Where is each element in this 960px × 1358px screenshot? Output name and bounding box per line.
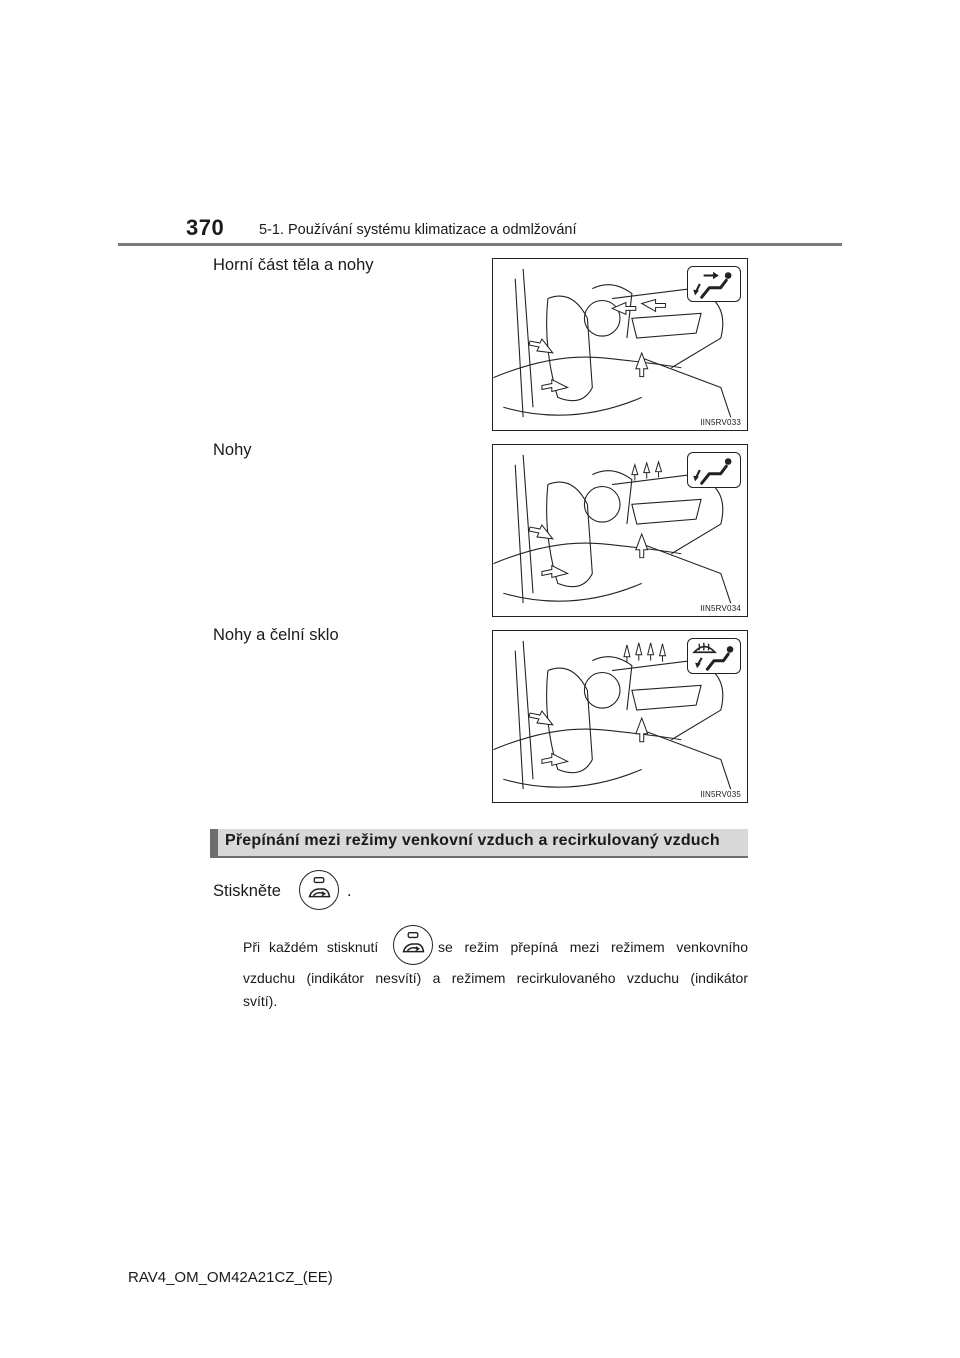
- figure-code: IIN5RV033: [700, 418, 741, 427]
- note-text-after: se režim přepíná mezi režimem venkovního: [438, 939, 748, 955]
- figure-feet: [492, 444, 748, 617]
- recirculation-button-icon: [394, 926, 432, 964]
- page-number: 370: [186, 215, 225, 240]
- figure-feet-windshield: [492, 630, 748, 803]
- section-banner-underline: [210, 856, 748, 858]
- recirculation-button-inline: [393, 925, 433, 965]
- face-feet-airflow-icon: [687, 266, 741, 302]
- figure-code: IIN5RV035: [700, 790, 741, 799]
- header-divider: [118, 243, 842, 246]
- feet-airflow-icon: [687, 452, 741, 488]
- section-banner-accent: [210, 829, 218, 856]
- mode-label-feet-windshield: Nohy a čelní sklo: [213, 626, 339, 644]
- recirculation-button-icon: [300, 871, 338, 909]
- note-line-2: vzduchu (indikátor nesvítí) a režimem recirkulovaného vzduchu (indikátor: [243, 970, 748, 986]
- feet-windshield-airflow-icon: [687, 638, 741, 674]
- recirculation-button[interactable]: [299, 870, 339, 910]
- note-line-3: svítí).: [243, 993, 278, 1009]
- document-code: RAV4_OM_OM42A21CZ_(EE): [128, 1269, 333, 1286]
- figure-code: IIN5RV034: [700, 604, 741, 613]
- figure-upper-body-feet: [492, 258, 748, 431]
- note-text-before: Při každém stisknutí: [243, 939, 379, 955]
- section-heading: Přepínání mezi režimy venkovní vzduch a recirkulovaný vzduch: [225, 832, 720, 849]
- mode-label-upper-body-feet: Horní část těla a nohy: [213, 256, 374, 274]
- press-instruction: Stiskněte: [213, 882, 281, 900]
- mode-label-feet: Nohy: [213, 441, 252, 459]
- press-instruction-end: .: [347, 882, 352, 900]
- section-title: 5-1. Používání systému klimatizace a odmlžování: [259, 222, 577, 238]
